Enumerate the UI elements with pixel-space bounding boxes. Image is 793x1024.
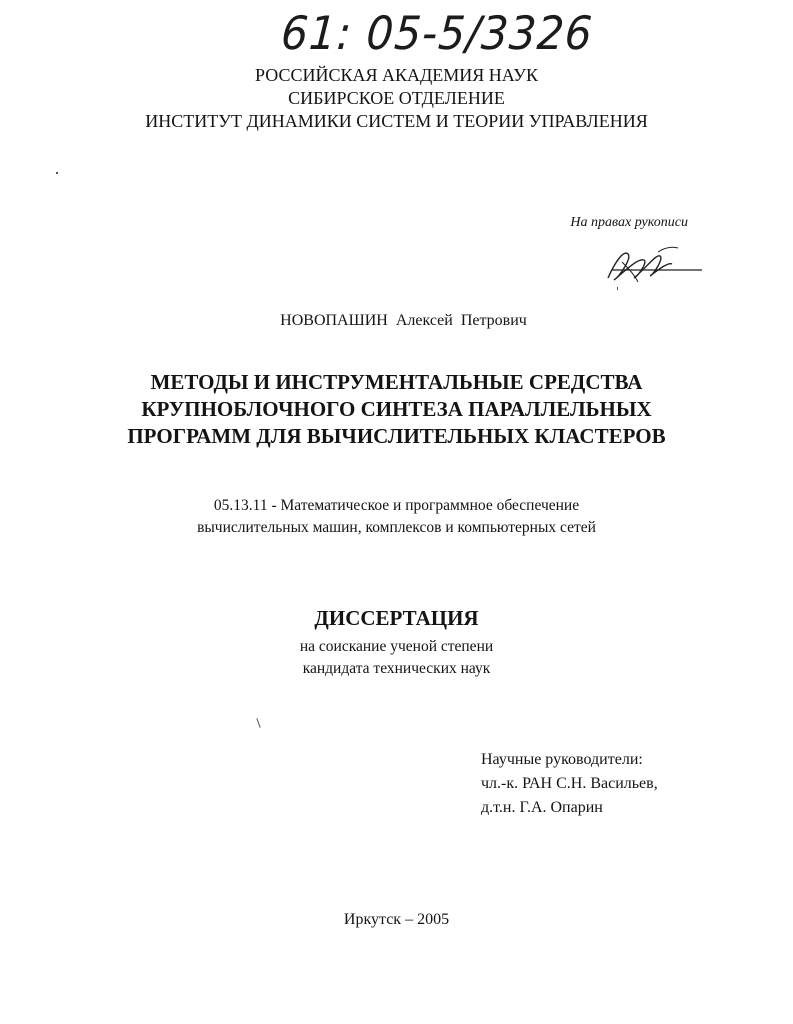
scan-speck bbox=[256, 718, 260, 728]
archive-number-handwritten: 61: 05-5/3326 bbox=[279, 6, 595, 60]
place-and-year: Иркутск – 2005 bbox=[343, 911, 450, 928]
thesis-title-line-2: КРУПНОБЛОЧНОГО СИНТЕЗА ПАРАЛЛЕЛЬНЫХ bbox=[141, 397, 652, 421]
supervisor-item: чл.-к. РАН С.Н. Васильев, bbox=[481, 775, 658, 792]
organization-line-2: СИБИРСКОЕ ОТДЕЛЕНИЕ bbox=[288, 88, 505, 108]
work-type-heading: ДИССЕРТАЦИЯ bbox=[314, 606, 479, 630]
supervisors-heading: Научные руководители: bbox=[481, 751, 643, 768]
scan-speck bbox=[56, 172, 58, 174]
specialty-line-1: 05.13.11 - Математическое и программное обеспечение bbox=[213, 497, 580, 514]
specialty-line-2: вычислительных машин, комплексов и компьютерных сетей bbox=[197, 519, 596, 536]
organization-line-3: ИНСТИТУТ ДИНАМИКИ СИСТЕМ И ТЕОРИИ УПРАВЛЕНИЯ bbox=[145, 111, 648, 131]
degree-line-2: кандидата технических наук bbox=[302, 660, 491, 677]
scan-speck bbox=[617, 287, 618, 290]
supervisor-item: д.т.н. Г.А. Опарин bbox=[481, 799, 603, 816]
organization-line-1: РОССИЙСКАЯ АКАДЕМИЯ НАУК bbox=[255, 65, 538, 85]
thesis-title-line-3: ПРОГРАММ ДЛЯ ВЫЧИСЛИТЕЛЬНЫХ КЛАСТЕРОВ bbox=[127, 424, 666, 448]
degree-line-1: на соискание ученой степени bbox=[299, 638, 494, 655]
thesis-title-line-1: МЕТОДЫ И ИНСТРУМЕНТАЛЬНЫЕ СРЕДСТВА bbox=[150, 370, 643, 394]
rights-note: На правах рукописи bbox=[570, 215, 688, 230]
signature bbox=[598, 240, 708, 290]
author-name: НОВОПАШИН Алексей Петрович bbox=[280, 312, 527, 329]
